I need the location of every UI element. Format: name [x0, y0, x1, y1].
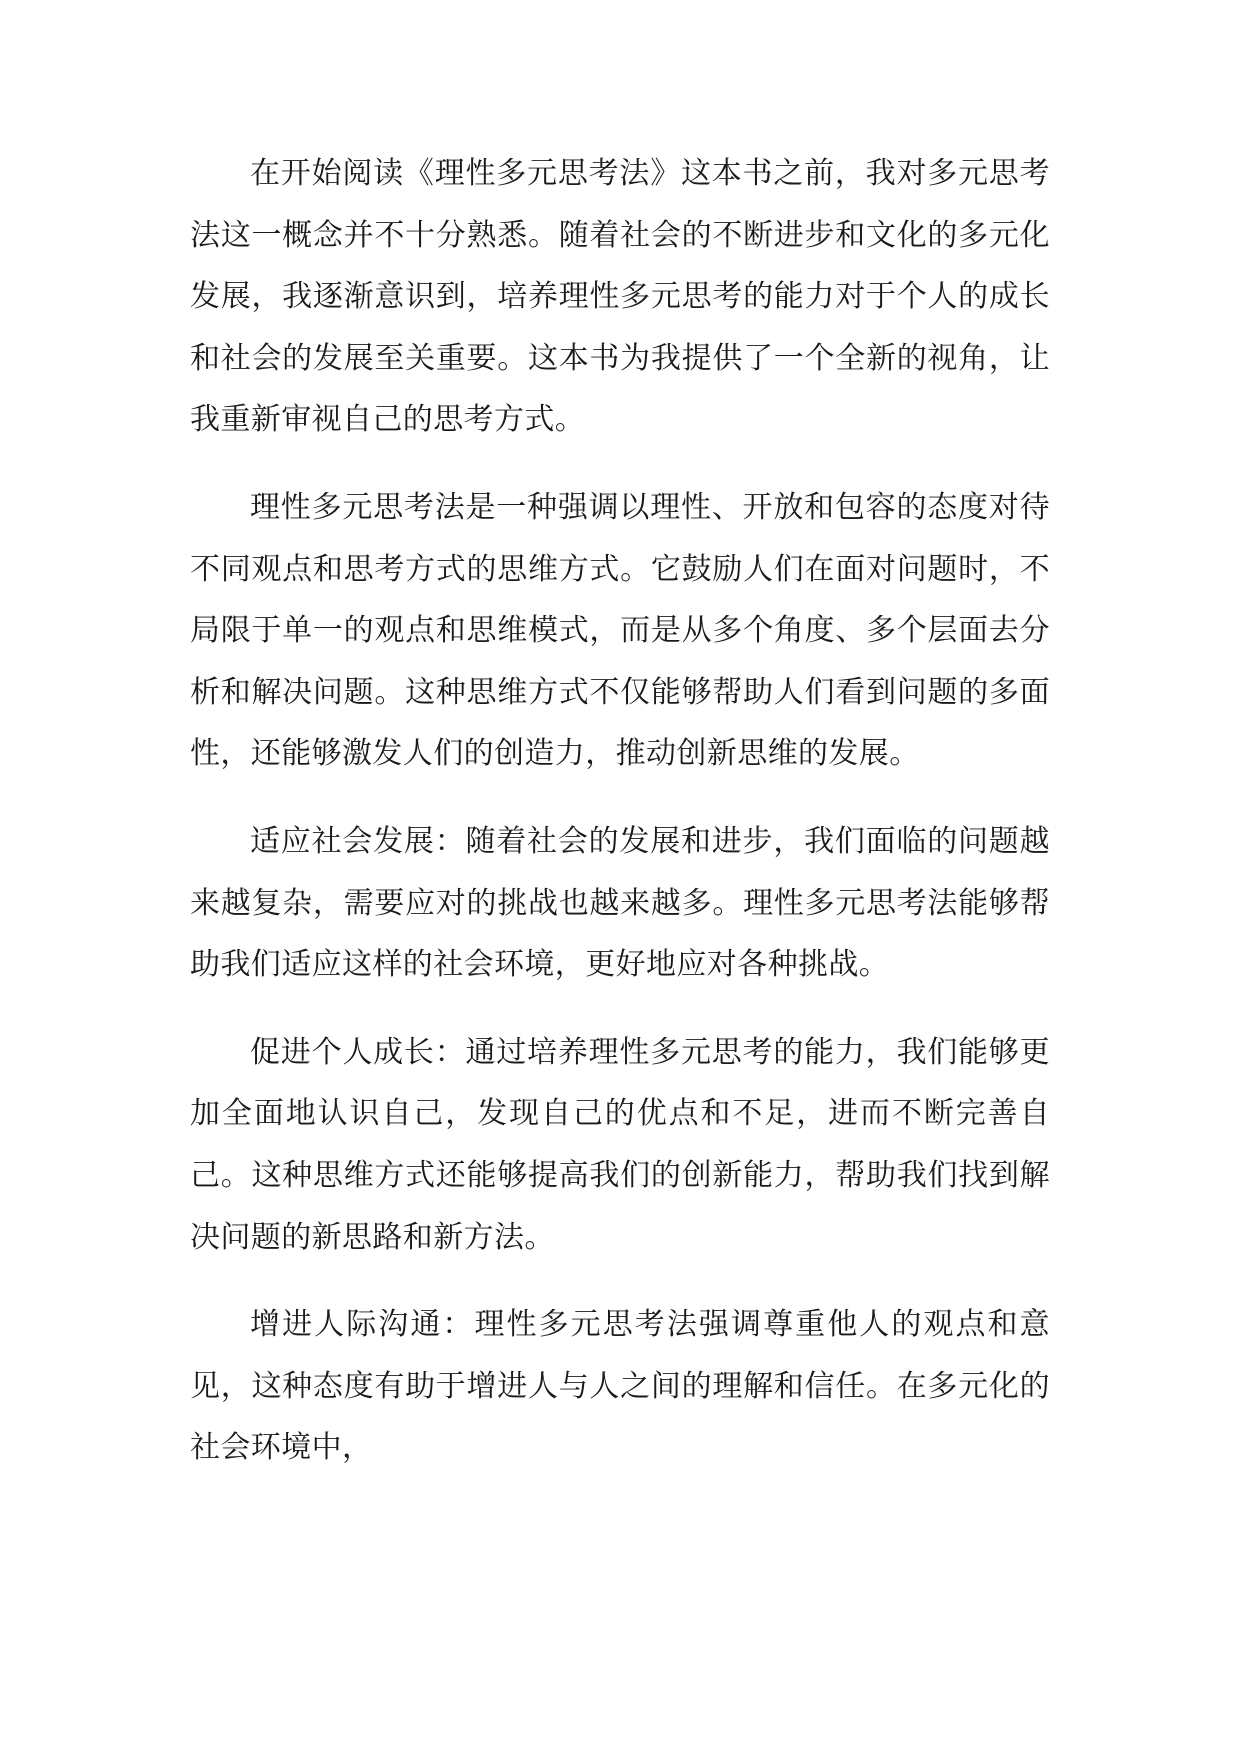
paragraph-adapt-society: 适应社会发展：随着社会的发展和进步，我们面临的问题越来越复杂，需要应对的挑战也越来越多。理性多元思考法能够帮助我们适应这样的社会环境，更好地应对各种挑战。 — [190, 823, 1050, 983]
paragraph-communication: 增进人际沟通：理性多元思考法强调尊重他人的观点和意见，这种态度有助于增进人与人之间的理解和信任。在多元化的社会环境中， — [190, 1307, 1050, 1466]
paragraph-intro: 在开始阅读《理性多元思考法》这本书之前，我对多元思考法这一概念并不十分熟悉。随着社会的不断进步和文化的多元化发展，我逐渐意识到，培养理性多元思考的能力对于个人的成长和社会的发展至关重要。这本书为我提供了一个全新的视角，让我重新审视自己的思考方式。 — [190, 156, 1050, 438]
paragraph-personal-growth: 促进个人成长：通过培养理性多元思考的能力，我们能够更加全面地认识自己，发现自己的优点和不足，进而不断完善自己。这种思维方式还能够提高我们的创新能力，帮助我们找到解决问题的新思路和新方法。 — [190, 1034, 1050, 1255]
paragraph-definition: 理性多元思考法是一种强调以理性、开放和包容的态度对待不同观点和思考方式的思维方式。它鼓励人们在面对问题时，不局限于单一的观点和思维模式，而是从多个角度、多个层面去分析和解决问题。这种思维方式不仅能够帮助人们看到问题的多面性，还能够激发人们的创造力，推动创新思维的发展。 — [190, 489, 1050, 772]
document-body — [190, 143, 1050, 1479]
